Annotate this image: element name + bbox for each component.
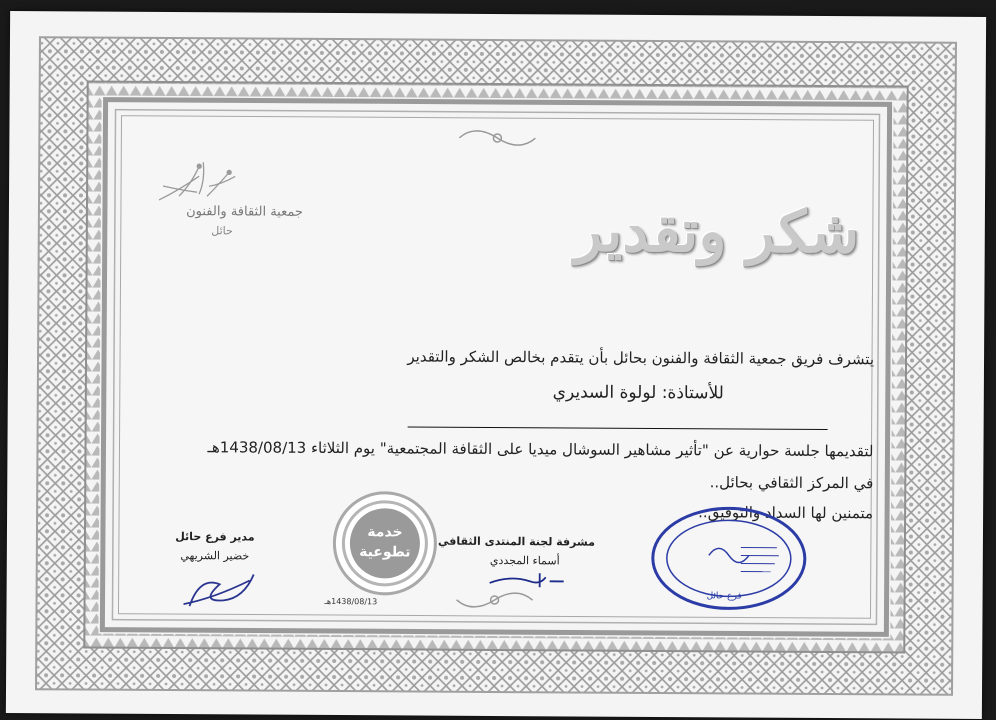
body-line-2: في المركز الثقافي بحائل.. bbox=[709, 473, 874, 493]
recipient-name: للأستاذة: لولوة السديري bbox=[552, 382, 724, 404]
certificate-content bbox=[125, 118, 876, 607]
organization-name: جمعية الثقافة والفنون bbox=[186, 204, 303, 220]
badge-core bbox=[350, 508, 420, 578]
organization-city: حائل bbox=[211, 224, 233, 238]
organization-logo bbox=[149, 156, 319, 237]
date-stamp: 1438/08/13هـ bbox=[324, 596, 378, 607]
body-line-1: لتقديمها جلسة حوارية عن "تأثير مشاهير السوشال ميديا على الثقافة المجتمعية" يوم الثلاثاء 1438/08/13هـ bbox=[207, 438, 874, 461]
volunteer-service-badge bbox=[333, 491, 438, 596]
manager-title: مدير فرع حائل bbox=[175, 530, 255, 544]
body-line-3: متمنين لها السداد والتوفيق.. bbox=[698, 503, 874, 523]
badge-line-1: خدمة bbox=[367, 524, 403, 541]
certificate-title: شكر وتقدير bbox=[574, 196, 860, 267]
manager-signature bbox=[169, 564, 259, 615]
certificate-paper bbox=[6, 11, 986, 719]
manager-name: خضير الشريهي bbox=[180, 549, 250, 563]
seal-branch-text: فرع حائل bbox=[706, 591, 742, 602]
committee-title: مشرفة لجنة المنتدى الثقافي bbox=[437, 534, 595, 549]
recipient-underline bbox=[408, 426, 828, 430]
manager-signature-block bbox=[154, 530, 275, 615]
committee-name: أسماء المجددي bbox=[489, 553, 560, 568]
committee-signature-block bbox=[437, 534, 595, 594]
flower-logo-icon bbox=[149, 156, 239, 207]
badge-line-2: تطوعية bbox=[359, 544, 411, 561]
intro-text: يتشرف فريق جمعية الثقافة والفنون بحائل بأن يتقدم بخالص الشكر والتقدير bbox=[407, 347, 875, 369]
committee-signature bbox=[480, 569, 570, 594]
